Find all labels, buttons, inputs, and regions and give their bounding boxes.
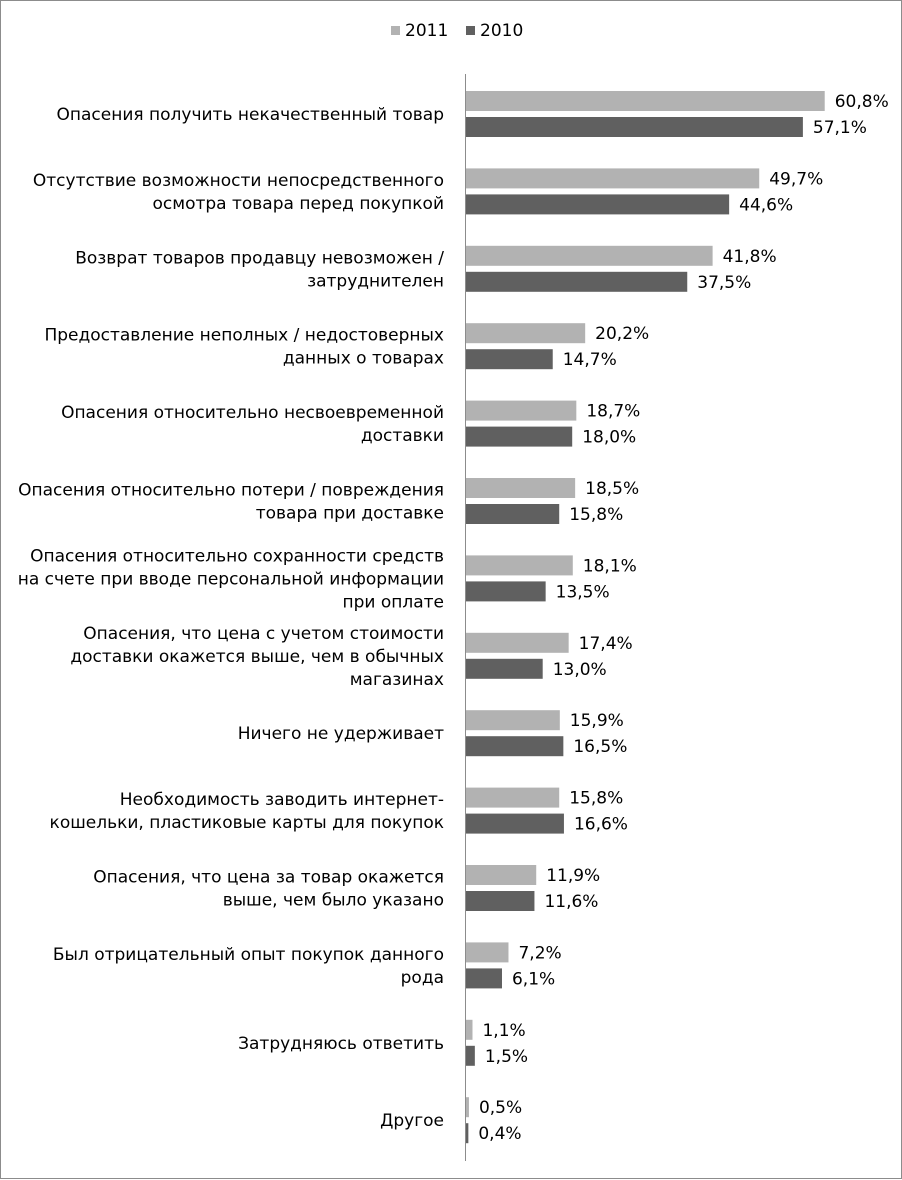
bar-2011-1 [466,91,825,111]
category-label-2: осмотра товара перед покупкой [152,193,444,214]
category-label-10: Необходимость заводить интернет- [119,790,444,811]
category-label-12: Был отрицательный опыт покупок данного [52,944,444,965]
bar-2010-14 [466,1123,468,1143]
category-label-6: товара при доставке [255,503,444,524]
value-label-2011-2: 49,7% [769,169,824,190]
value-label-2011-10: 15,8% [569,788,624,809]
value-label-2011-9: 15,9% [569,711,624,732]
category-label-14: Другое [380,1111,444,1132]
value-label-2010-14: 0,4% [478,1124,522,1145]
bar-2011-12 [466,942,508,962]
value-label-2010-5: 18,0% [582,427,637,448]
value-label-2011-6: 18,5% [585,479,640,499]
category-label-9: Ничего не удерживает [237,724,444,745]
category-label-2: Отсутствие возможности непосредственного [32,170,444,191]
category-label-11: Опасения, что цена за товар окажется [93,867,444,888]
value-label-2010-11: 11,6% [544,892,599,912]
bar-2010-3 [466,272,687,292]
value-label-2010-10: 16,6% [573,814,628,835]
value-label-2010-2: 44,6% [739,195,794,216]
bar-2011-3 [466,246,713,266]
category-label-4: Предоставление неполных / недостоверных [44,325,444,346]
bar-2010-11 [466,891,534,911]
category-label-12: рода [400,967,444,988]
legend-label-2011: 2011 [405,21,449,41]
value-label-2010-7: 13,5% [555,582,610,603]
bar-2010-12 [466,968,502,988]
category-label-7: Опасения относительно сохранности средств [30,546,444,567]
category-label-8: магазинах [349,669,444,690]
value-label-2010-12: 6,1% [511,969,556,990]
value-label-2011-7: 18,1% [582,556,637,577]
category-label-8: доставки окажется выше, чем в обычных [70,646,444,667]
bar-2011-7 [466,555,573,575]
bar-2010-4 [466,349,553,369]
bar-2010-5 [466,427,572,447]
bar-2010-6 [466,504,559,524]
category-label-4: данных о товарах [282,348,444,369]
category-label-10: кошельки, пластиковые карты для покупок [49,813,444,834]
category-label-11: выше, чем было указано [222,890,444,911]
value-label-2011-11: 11,9% [546,866,601,886]
value-label-2011-4: 20,2% [595,324,650,345]
bar-2011-8 [466,633,569,653]
category-label-5: доставки [360,426,444,447]
value-label-2010-8: 13,0% [552,659,607,680]
value-label-2011-14: 0,5% [478,1098,523,1119]
category-label-8: Опасения, что цена с учетом стоимости [83,623,444,644]
bar-2011-4 [466,323,585,343]
value-label-2011-12: 7,2% [518,943,562,964]
legend-swatch-2011 [391,26,400,35]
bar-2011-13 [466,1020,472,1040]
bar-2010-9 [466,736,563,756]
value-label-2011-8: 17,4% [578,633,633,654]
bar-2010-7 [466,581,546,601]
value-label-2011-5: 18,7% [586,401,641,422]
bar-2011-10 [466,788,559,808]
bar-2010-2 [466,194,729,214]
value-label-2010-9: 16,5% [573,737,628,758]
category-label-6: Опасения относительно потери / повреждения [18,480,444,501]
value-label-2010-4: 14,7% [562,350,617,371]
category-label-3: Возврат товаров продавцу невозможен / [75,248,444,269]
value-label-2010-3: 37,5% [697,272,752,293]
value-label-2010-13: 1,5% [484,1046,529,1067]
bar-2010-13 [466,1046,475,1066]
category-label-1: Опасения получить некачественный товар [56,105,444,125]
bar-2011-5 [466,401,576,421]
value-label-2010-1: 57,1% [812,118,867,138]
bar-2011-14 [466,1097,469,1117]
value-label-2011-13: 1,1% [482,1020,526,1041]
legend-swatch-2010 [466,26,475,35]
value-label-2010-6: 15,8% [569,505,624,525]
bar-2011-9 [466,710,560,730]
value-label-2011-3: 41,8% [722,246,777,267]
bar-2011-6 [466,478,575,498]
value-label-2011-1: 60,8% [834,92,889,112]
bar-2011-2 [466,168,759,188]
category-label-7: на счете при вводе персональной информации [17,569,444,590]
bar-2011-11 [466,865,536,885]
bar-2010-1 [466,117,803,137]
category-label-7: при оплате [342,592,444,613]
category-label-5: Опасения относительно несвоевременной [61,403,444,424]
bar-2010-8 [466,659,543,679]
bar-2010-10 [466,814,564,834]
category-label-3: затруднителен [307,271,444,292]
category-label-13: Затрудняюсь ответить [238,1033,444,1054]
legend-label-2010: 2010 [480,21,524,41]
bar-chart [1,1,902,1180]
